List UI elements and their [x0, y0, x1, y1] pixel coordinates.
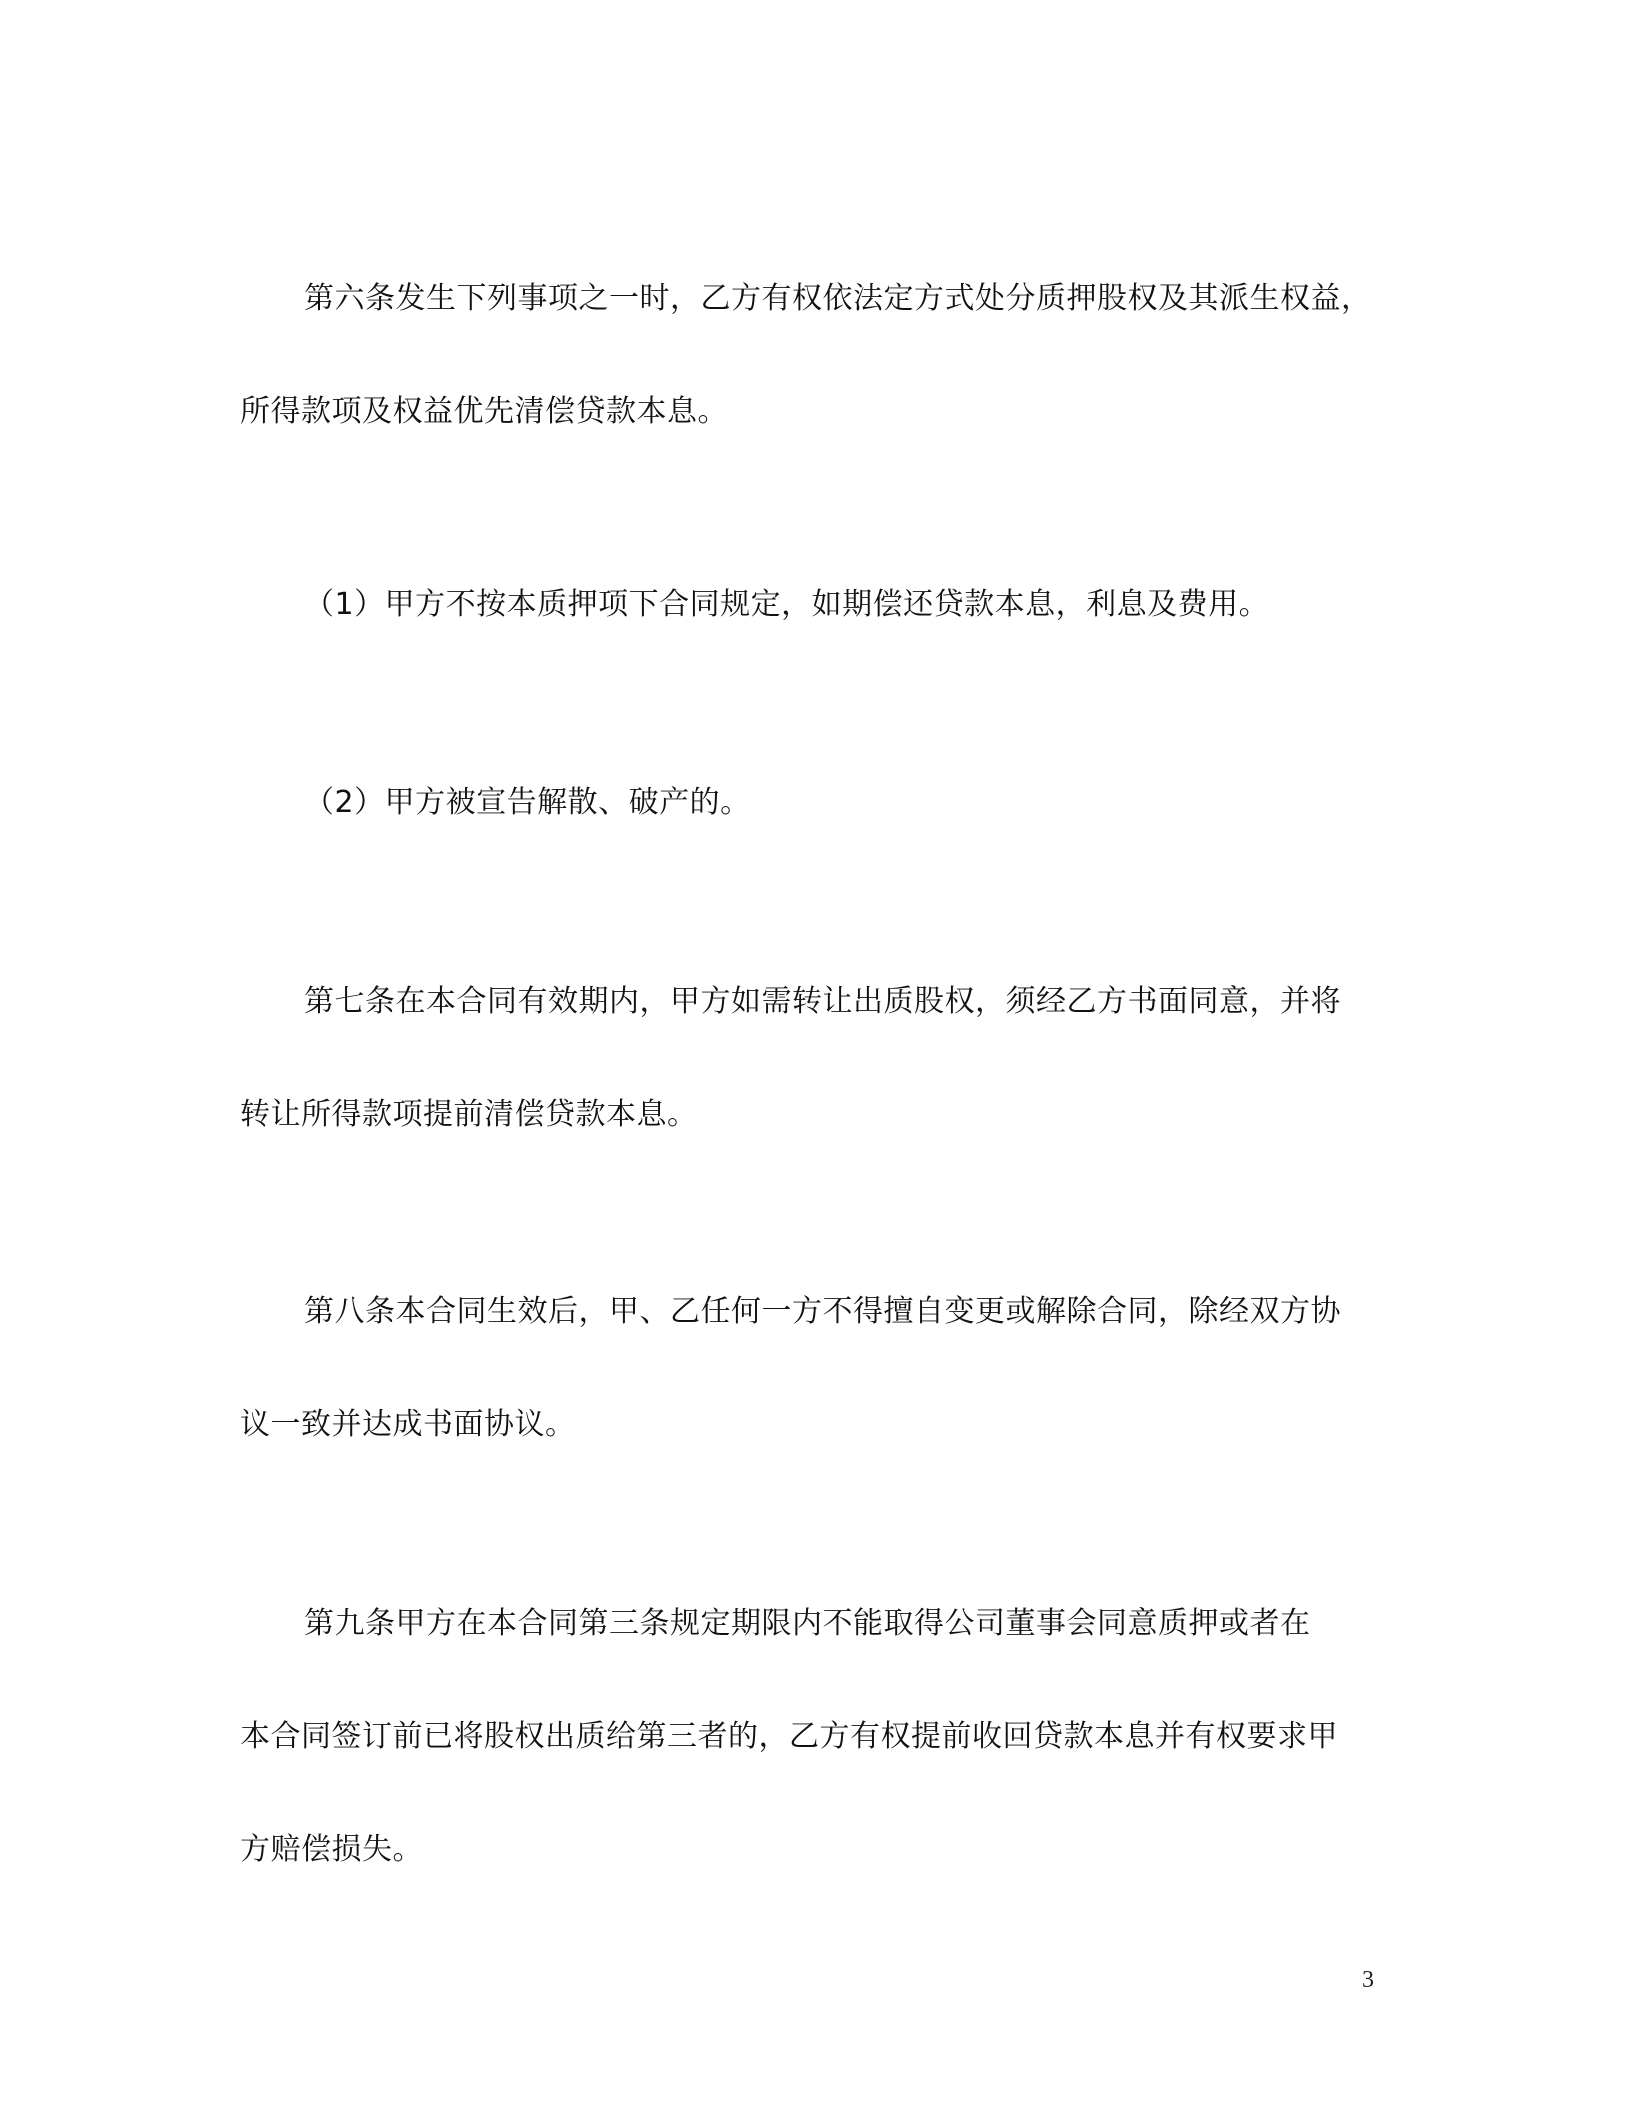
page-number: 3: [1362, 1967, 1374, 1993]
article-7-line-2: 转让所得款项提前清偿贷款本息。: [240, 1097, 698, 1132]
article-7-line-1: 第七条在本合同有效期内，甲方如需转让出质股权，须经乙方书面同意，并将: [304, 984, 1341, 1019]
article-9-line-3: 方赔偿损失。: [240, 1832, 423, 1867]
article-6-line-1: 第六条发生下列事项之一时，乙方有权依法定方式处分质押股权及其派生权益，: [304, 281, 1372, 316]
article-9-line-1: 第九条甲方在本合同第三条规定期限内不能取得公司董事会同意质押或者在: [304, 1606, 1311, 1641]
article-6-item-1: （1）甲方不按本质押项下合同规定，如期偿还贷款本息，利息及费用。: [304, 587, 1270, 622]
article-8-line-2: 议一致并达成书面协议。: [240, 1407, 576, 1442]
article-6-line-2: 所得款项及权益优先清偿贷款本息。: [240, 394, 728, 429]
article-9-line-2: 本合同签订前已将股权出质给第三者的，乙方有权提前收回贷款本息并有权要求甲: [240, 1719, 1338, 1754]
article-8-line-1: 第八条本合同生效后，甲、乙任何一方不得擅自变更或解除合同，除经双方协: [304, 1294, 1341, 1329]
article-6-item-2: （2）甲方被宣告解散、破产的。: [304, 785, 751, 820]
